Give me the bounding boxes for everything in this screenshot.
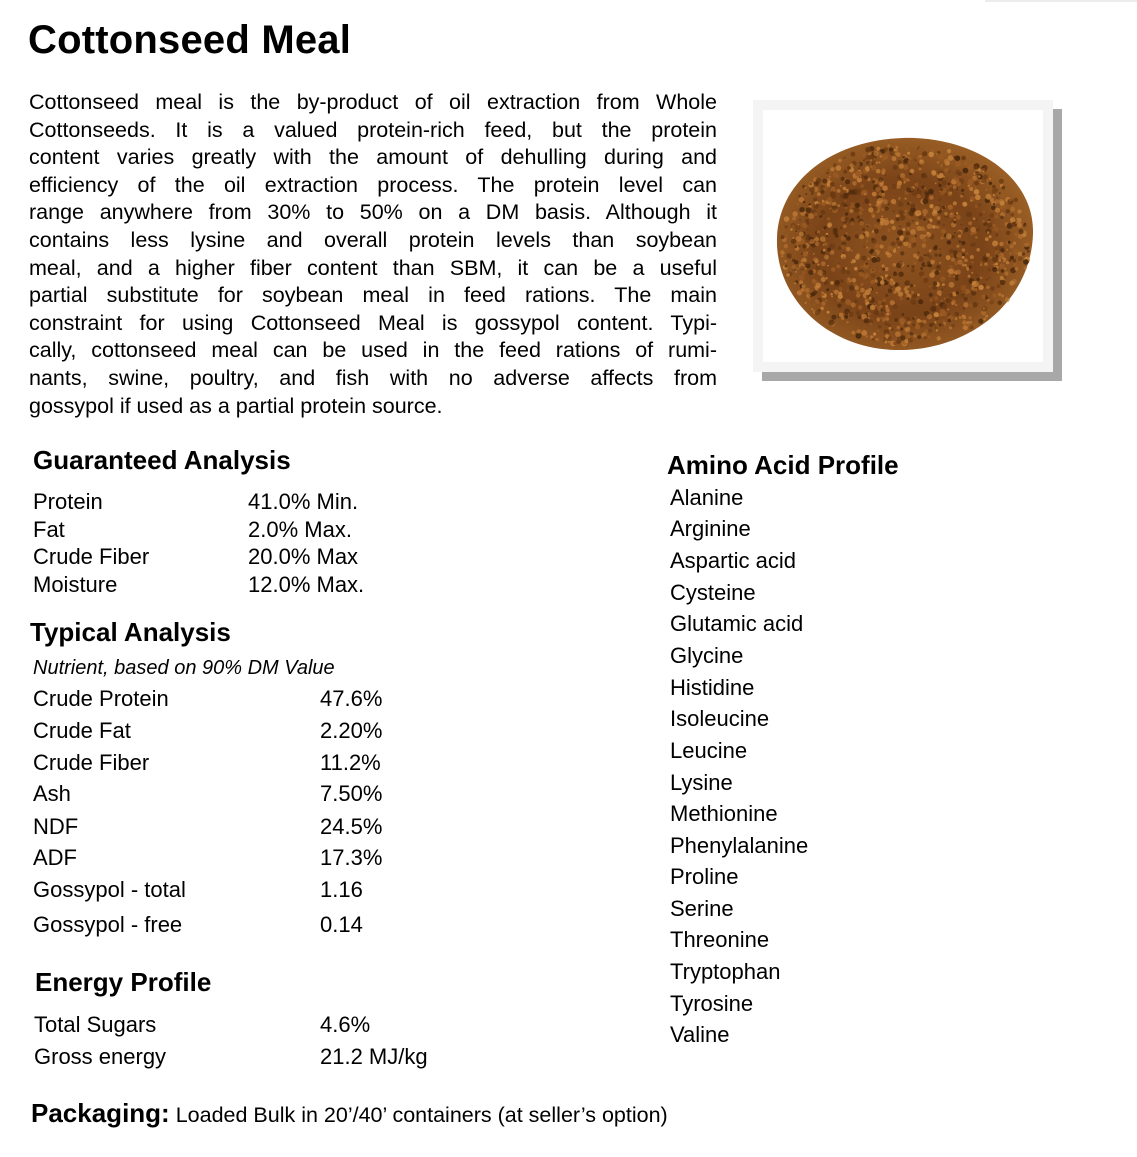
typical-analysis-subheading: Nutrient, based on 90% DM Value [33, 657, 335, 679]
row-label: Glycine [670, 643, 744, 668]
amino-acid-profile-heading: Amino Acid Profile [667, 450, 899, 480]
intro-line: contains less lysine and overall protein levels than soybean [29, 227, 717, 252]
packaging-label: Packaging: [31, 1098, 170, 1128]
row-value: 0.14 [320, 912, 363, 937]
guaranteed-analysis-heading: Guaranteed Analysis [33, 445, 291, 475]
row-label: Crude Fiber [33, 750, 150, 775]
row-label: Crude Protein [33, 686, 169, 711]
row-label: Total Sugars [34, 1012, 157, 1037]
row-label: Gossypol - total [33, 877, 186, 902]
row-label: Ash [33, 781, 71, 806]
row-label: ADF [33, 845, 77, 870]
energy-profile-heading: Energy Profile [35, 967, 212, 997]
intro-line: content varies greatly with the amount of dehulling during and [29, 145, 717, 170]
row-value: 41.0% Min. [248, 489, 359, 514]
row-value: 47.6% [320, 686, 383, 711]
row-value: 2.20% [320, 718, 383, 743]
row-value: 12.0% Max. [248, 572, 365, 597]
row-value: 21.2 MJ/kg [320, 1044, 428, 1069]
row-label: Tryptophan [670, 959, 781, 984]
row-label: Crude Fiber [33, 544, 150, 569]
row-label: Cysteine [670, 580, 756, 605]
row-label: Arginine [670, 516, 751, 541]
row-label: Lysine [670, 770, 733, 795]
intro-line: gossypol if used as a partial protein source. [29, 393, 443, 418]
row-label: Fat [33, 517, 65, 542]
row-label: Leucine [670, 738, 748, 763]
row-value: 4.6% [320, 1012, 371, 1037]
typical-analysis-heading: Typical Analysis [30, 617, 231, 647]
page-title: Cottonseed Meal [28, 18, 352, 62]
row-value: 17.3% [320, 845, 383, 870]
intro-paragraph [29, 89, 717, 420]
row-label: Glutamic acid [670, 611, 804, 636]
row-label: NDF [33, 814, 79, 839]
row-label: Isoleucine [670, 706, 770, 731]
intro-line: Cottonseeds. It is a valued protein-rich feed, but the protein [29, 117, 717, 142]
intro-line: range anywhere from 30% to 50% on a DM basis. Although it [29, 200, 717, 225]
row-label: Aspartic acid [670, 548, 796, 573]
packaging-text: Loaded Bulk in 20’/40’ containers (at seller’s option) [169, 1103, 668, 1127]
intro-line: efficiency of the oil extraction process. The protein level can [29, 172, 717, 197]
row-label: Serine [670, 896, 734, 921]
top-rule [985, 0, 1137, 2]
intro-line: Cottonseed meal is the by-product of oil extraction from Whole [29, 90, 717, 114]
row-label: Gossypol - free [33, 912, 183, 937]
row-label: Phenylalanine [670, 833, 809, 858]
row-label: Proline [670, 864, 739, 889]
row-label: Threonine [670, 927, 770, 952]
row-label: Protein [33, 489, 103, 514]
row-label: Alanine [670, 485, 744, 510]
row-value: 24.5% [320, 814, 383, 839]
row-label: Moisture [33, 572, 118, 597]
row-value: 11.2% [320, 750, 381, 775]
intro-line: cally, cottonseed meal can be used in the feed rations of rumi- [29, 338, 717, 363]
row-label: Valine [670, 1022, 730, 1047]
intro-line: constraint for using Cottonseed Meal is gossypol content. Typi- [29, 310, 717, 335]
packaging-line [31, 1098, 668, 1129]
intro-line: nants, swine, poultry, and fish with no adverse affects from [29, 365, 717, 390]
row-value: 20.0% Max [248, 544, 359, 569]
cottonseed-meal-photo [753, 100, 1053, 372]
row-label: Tyrosine [670, 991, 754, 1016]
intro-line: partial substitute for soybean meal in feed rations. The main [29, 283, 717, 308]
row-label: Methionine [670, 801, 778, 826]
row-value: 1.16 [320, 877, 363, 902]
row-label: Histidine [670, 675, 755, 700]
intro-line: meal, and a higher fiber content than SBM, it can be a useful [29, 255, 717, 280]
row-label: Gross energy [34, 1044, 167, 1069]
row-label: Crude Fat [33, 718, 131, 743]
row-value: 7.50% [320, 781, 383, 806]
row-value: 2.0% Max. [248, 517, 352, 542]
meal-pile-image [763, 110, 1043, 362]
